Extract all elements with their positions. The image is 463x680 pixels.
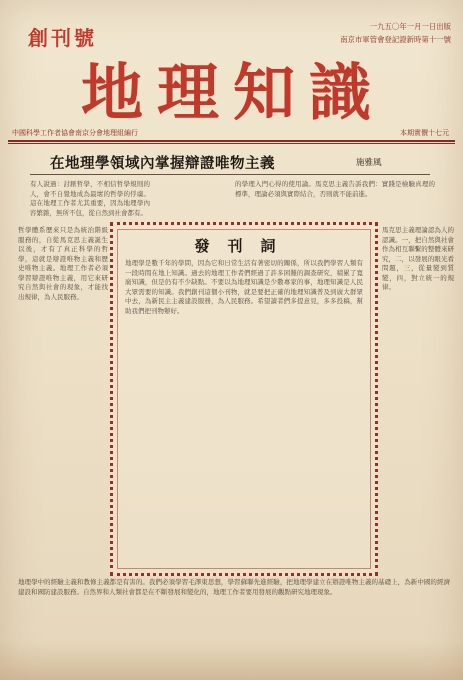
- publication-info: [261, 20, 451, 46]
- article-headline: 在地理學領域內掌握辯證唯物主義: [50, 155, 275, 172]
- article-left-column: 哲學體系歷來只是為統治階級服務的，自從馬克思主義誕生以後，才有了真正科學的哲學，這就是辯證唯物主義和歷史唯物主義。地理工作者必須學習辯證唯物主義，用它來研究自然與社會的現象，才能找出規律，為人民服務。: [18, 226, 108, 301]
- article-author: 施雅風: [356, 158, 382, 168]
- editorial-title: 發刊詞: [194, 237, 294, 255]
- article-right-column: 馬克思主義理論認為人的認識。一，把自然與社會作為相互聯繫的整體來研究，二，以發展的眼光看問題，三，從量變到質變，四，對立統一的規律。: [382, 226, 454, 291]
- paper-stain: [0, 640, 463, 680]
- registration-number: 南京市軍管會登記證新時第十一號: [340, 35, 451, 44]
- article-intro-text-right: 的學理入門心得的使用論。馬克思主義告訴我們：實踐是檢驗真理的標準，理論必須與實際結合，否則就不能前進。: [235, 180, 435, 198]
- article-bottom-text: 地理學中的經驗主義和教條主義都是有害的。我們必須學習毛澤東思想，學習蘇聯先進經驗，把地理學建立在辯證唯物主義的基礎上，為新中國的經濟建設和國防建設服務。自然界和人類社會都是在不斷發展和變化的，地理工作者要用發展的觀點研究地理現象。: [18, 578, 450, 596]
- publication-date: 一九五〇年一月一日出版: [369, 22, 451, 31]
- issue-price: 本期實價十七元: [400, 129, 449, 137]
- editorial-text: 地理學是數千年的學問，因為它和日常生活有著密切的關係，所以我們學習人類有一段時間在地上知識。過去的地理工作者們經過了許多困難的調查研究，積累了寬廣知識，但是仍有不少缺點。不要以為地理知識是少數專家的事，地理知識是人民大眾需要的知識。我們創刊這個小刊物，就是要把正確的地理知識普及到廣大群眾中去，為新民主主義建設服務，為人民服務。希望讀者們多提意見，多多投稿，幫助我們把刊物辦好。: [125, 259, 363, 315]
- publisher-line: 中國科學工作者協會南京分會地理組編行: [12, 129, 138, 137]
- masthead-rule: [8, 140, 455, 142]
- masthead-title: 地理知識: [80, 56, 385, 129]
- headline-rule: [30, 174, 430, 175]
- masthead-rule-thin: [8, 143, 455, 144]
- editorial-box: [110, 222, 378, 576]
- inaugural-issue-tag: 創刊號: [28, 26, 97, 50]
- article-intro-text: 有人說過：討厭哲學，不相信哲學規則的人，會不自覺地成為最壞的哲學的俘虜。這在地理工作者尤其重要，因為地理學內容繁雜，無所不包，從自然到社會都有。: [30, 180, 150, 217]
